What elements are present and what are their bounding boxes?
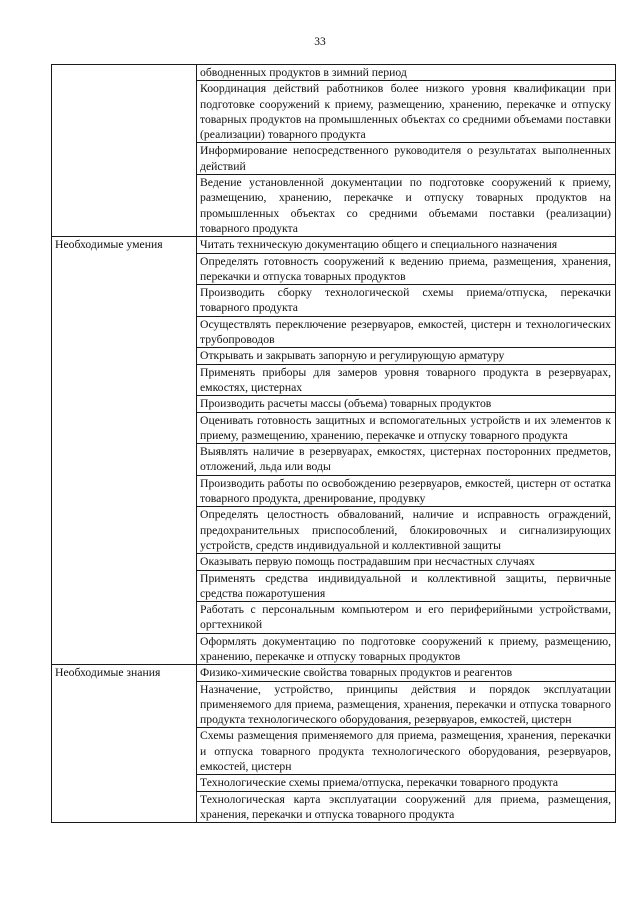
page-number: 33 [314,36,326,48]
table-cell-text: Применять приборы для замеров уровня товарного продукта в резервуарах, емкостях, цистернах [197,364,616,396]
table-cell-text: Производить сборку технологической схемы приема/отпуска, перекачки товарного продукта [197,285,616,317]
table-cell-text: Технологические схемы приема/отпуска, перекачки товарного продукта [197,775,616,791]
table-cell-text: Схемы размещения применяемого для приема, размещения, хранения, перекачки и отпуска товарного продукта технологического оборудования, резервуаров, емкостей, цистерн [197,728,616,775]
table-cell-text: Читать техническую документацию общего и специального назначения [197,237,616,253]
table-cell-text: Применять средства индивидуальной и коллективной защиты, первичные средства пожаротушения [197,570,616,602]
section-label-cell [52,65,197,237]
section-label-knowledge: Необходимые знания [52,665,197,823]
table-cell-text: Назначение, устройство, принципы действия и порядок эксплуатации применяемого для приема, размещения, хранения, перекачки и отпуска товарного продукта технологического оборудования, резервуаров, емкостей, цистерн [197,681,616,728]
table-cell-text: Осуществлять переключение резервуаров, емкостей, цистерн и технологических трубопроводов [197,316,616,348]
table-cell-text: Координация действий работников более низкого уровня квалификации при подготовке сооружений к приему, размещению, хранению, перекачке и отпуску товарных продуктов на промышленных объектах со средними объемами поставки (реализации) товарного продукта [197,81,616,143]
table-cell-text: Оформлять документацию по подготовке сооружений к приему, размещению, хранению, перекачке и отпуску товарных продуктов [197,633,616,665]
table-cell-text: Производить работы по освобождению резервуаров, емкостей, цистерн от остатка товарного продукта, дренирование, продувку [197,475,616,507]
table-row [52,665,616,681]
table-cell-text: Определять готовность сооружений к ведению приема, размещения, хранения, перекачки и отпуска товарных продуктов [197,253,616,285]
section-label-skills: Необходимые умения [52,237,197,665]
table-cell-text: Технологическая карта эксплуатации сооружений для приема, размещения, хранения, перекачки и отпуска товарного продукта [197,791,616,823]
table-cell-text: Определять целостность обвалований, наличие и исправность ограждений, предохранительных приспособлений, блокировочных и сигнализирующих устройств, средств индивидуальной и коллективной защиты [197,507,616,554]
table-cell-text: Физико-химические свойства товарных продуктов и реагентов [197,665,616,681]
table-cell-text: Ведение установленной документации по подготовке сооружений к приему, размещению, хранению, перекачке и отпуску товарных продуктов на промышленных объектах со средними объемами поставки (реализации) товарного продукта [197,175,616,237]
table-row [52,65,616,81]
qualification-table-body [52,65,616,823]
table-cell-text: обводненных продуктов в зимний период [197,65,616,81]
table-cell-text: Открывать и закрывать запорную и регулирующую арматуру [197,348,616,364]
qualification-table [51,64,616,823]
table-cell-text: Оценивать готовность защитных и вспомогательных устройств и их элементов к приему, размещению, хранению, перекачке и отпуску товарного продукта [197,412,616,444]
table-cell-text: Выявлять наличие в резервуарах, емкостях, цистернах посторонних предметов, отложений, льда или воды [197,444,616,476]
table-row [52,237,616,253]
table-cell-text: Производить расчеты массы (объема) товарных продуктов [197,396,616,412]
table-cell-text: Работать с персональным компьютером и его периферийными устройствами, оргтехникой [197,602,616,634]
table-cell-text: Оказывать первую помощь пострадавшим при несчастных случаях [197,554,616,570]
table-cell-text: Информирование непосредственного руководителя о результатах выполненных действий [197,143,616,175]
